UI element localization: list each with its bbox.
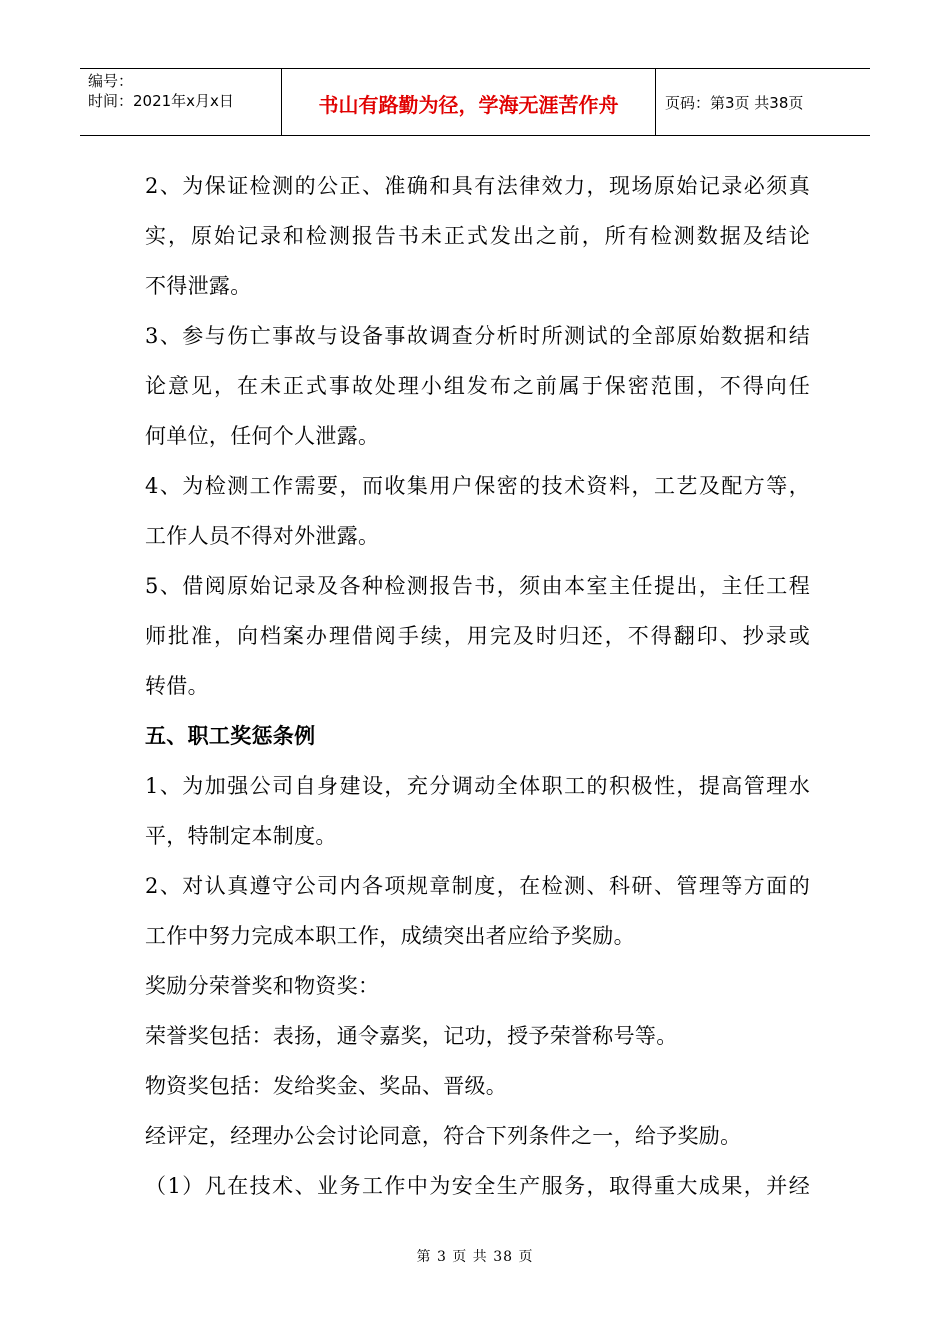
paragraph-line: 1、为加强公司自身建设，充分调动全体职工的积极性，提高管理水 [145,774,810,798]
paragraph-line: 转借。 [145,674,209,698]
header-page-number: 页码：第3页 共38页 [665,93,804,112]
document-date-label: 时间：2021年x月x日 [88,92,234,110]
header-motto: 书山有路勤为径，学海无涯苦作舟 [282,69,656,135]
paragraph-line: 4、为检测工作需要，而收集用户保密的技术资料，工艺及配方等， [145,474,810,498]
page-header [80,68,870,136]
paragraph-line: （1）凡在技术、业务工作中为安全生产服务，取得重大成果，并经 [145,1174,810,1198]
paragraph-line: 2、对认真遵守公司内各项规章制度，在检测、科研、管理等方面的 [145,874,810,898]
paragraph-line: 3、参与伤亡事故与设备事故调查分析时所测试的全部原始数据和结 [145,324,810,348]
page-footer: 第 3 页 共 38 页 [416,1249,534,1265]
paragraph-line: 师批准，向档案办理借阅手续，用完及时归还，不得翻印、抄录或 [145,624,810,648]
paragraph-line: 经评定，经理办公会讨论同意，符合下列条件之一，给予奖励。 [145,1124,742,1148]
paragraph-line: 物资奖包括：发给奖金、奖品、晋级。 [145,1074,508,1098]
paragraph-line: 论意见，在未正式事故处理小组发布之前属于保密范围，不得向任 [145,374,810,398]
paragraph-line: 平，特制定本制度。 [145,824,337,848]
paragraph-line: 工作人员不得对外泄露。 [145,524,380,548]
paragraph-line: 何单位，任何个人泄露。 [145,424,380,448]
paragraph-line: 工作中努力完成本职工作，成绩突出者应给予奖励。 [145,924,635,948]
header-meta [80,69,282,135]
paragraph-line: 不得泄露。 [145,274,252,298]
paragraph-line: 2、为保证检测的公正、准确和具有法律效力，现场原始记录必须真 [145,174,810,198]
paragraph-line: 荣誉奖包括：表扬，通令嘉奖，记功，授予荣誉称号等。 [145,1024,678,1048]
document-body [145,161,810,1211]
paragraph-line: 5、借阅原始记录及各种检测报告书，须由本室主任提出，主任工程 [145,574,810,598]
section-heading: 五、职工奖惩条例 [145,723,316,748]
paragraph-line: 奖励分荣誉奖和物资奖： [145,974,380,998]
document-number-label: 编号： [88,72,134,90]
paragraph-line: 实，原始记录和检测报告书未正式发出之前，所有检测数据及结论 [145,224,810,248]
